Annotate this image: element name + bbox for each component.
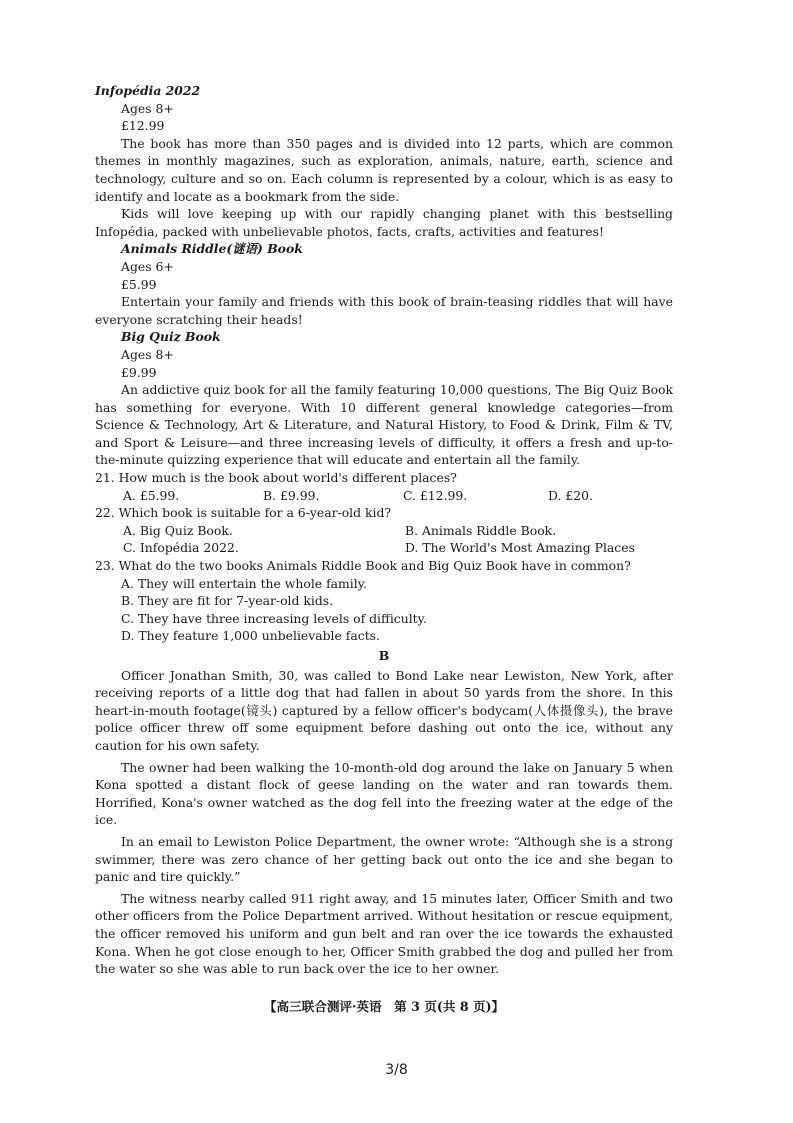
book-description: Entertain your family and friends with this book of brain-teasing riddles that will have everyone scratching their heads! xyxy=(95,294,673,327)
document-page xyxy=(95,82,673,1015)
option: A. Big Quiz Book. xyxy=(123,522,233,538)
option: D. £20. xyxy=(548,487,593,503)
option-row xyxy=(95,522,673,557)
option: C. They have three increasing levels of difficulty. xyxy=(121,610,427,626)
option: D. They feature 1,000 unbelievable facts. xyxy=(121,628,380,644)
option: A. £5.99. xyxy=(123,487,180,503)
option: B. £9.99. xyxy=(263,487,320,503)
book-title: Animals Riddle(谜语) Book xyxy=(121,241,303,257)
book-ages: Ages 8+ xyxy=(121,346,174,362)
book-price: £12.99 xyxy=(121,118,165,134)
question-stem: 21. How much is the book about world's different places? xyxy=(95,470,457,486)
book-price: £5.99 xyxy=(121,276,157,292)
question-stem: 22. Which book is suitable for a 6-year-old kid? xyxy=(95,505,392,521)
book-title: Big Quiz Book xyxy=(121,329,221,345)
option: B. Animals Riddle Book. xyxy=(405,522,557,538)
question-stem: 23. What do the two books Animals Riddle Book and Big Quiz Book have in common? xyxy=(95,558,631,574)
book-description: The book has more than 350 pages and is divided into 12 parts, which are common themes in monthly magazines, such as exploration, animals, nature, earth, science and technology, culture and so on. Each column is represented by a colour, which is as easy to identify and locate as a bookmark from the side. xyxy=(95,135,673,204)
page-number: 3/8 xyxy=(385,1062,408,1078)
passage-paragraph: Officer Jonathan Smith, 30, was called to Bond Lake near Lewiston, New York, after receiving reports of a little dog that had fallen in about 50 yards from the shore. In this heart-in-mouth footage(镜头) captured by a fellow officer's bodycam(人体摄像头), the brave police officer threw off some equipment before dashing out onto the ice, without any caution for his own safety. xyxy=(95,667,673,753)
book-ages: Ages 6+ xyxy=(121,258,174,274)
option: D. The World's Most Amazing Places xyxy=(405,540,635,556)
option: B. They are fit for 7-year-old kids. xyxy=(121,593,334,609)
book-price: £9.99 xyxy=(121,364,157,380)
option-row xyxy=(95,487,673,505)
section-heading: B xyxy=(378,648,390,663)
book-description: An addictive quiz book for all the family featuring 10,000 questions, The Big Quiz Book has something for everyone. With 10 different general knowledge categories—from Science & Technology, Art & Literature, and Natural History, to Food & Drink, Film & TV, and Sport & Leisure—and three increasing levels of difficulty, it offers a fresh and up-to-the-minute quizzing experience that will educate and entertain all the family. xyxy=(95,382,673,468)
book-ages: Ages 8+ xyxy=(121,100,174,116)
passage-paragraph: The owner had been walking the 10-month-old dog around the lake on January 5 when Kona spotted a distant flock of geese landing on the water and ran towards them. Horrified, Kona's owner watched as the dog fell into the freezing water at the edge of the ice. xyxy=(95,759,673,828)
book-description: Kids will love keeping up with our rapidly changing planet with this bestselling Infopédia, packed with unbelievable photos, facts, crafts, activities and features! xyxy=(95,206,673,239)
page-footer: 【高三联合测评·英语 第 3 页(共 8 页)】 xyxy=(263,998,505,1014)
option: C. Infopédia 2022. xyxy=(123,540,239,556)
option: C. £12.99. xyxy=(403,487,468,503)
passage-paragraph: In an email to Lewiston Police Department, the owner wrote: “Although she is a strong swimmer, there was zero chance of her getting back out onto the ice and she began to panic and tire quickly.” xyxy=(95,833,673,885)
book-title: Infopédia 2022 xyxy=(95,83,201,98)
option: A. They will entertain the whole family. xyxy=(121,575,368,591)
passage-paragraph: The witness nearby called 911 right away, and 15 minutes later, Officer Smith and two other officers from the Police Department arrived. Without hesitation or rescue equipment, the officer removed his uniform and gun belt and ran over the ice towards the exhausted Kona. When he got close enough to her, Officer Smith grabbed the dog and pulled her from the water so she was able to run back over the ice to her owner. xyxy=(95,890,673,977)
